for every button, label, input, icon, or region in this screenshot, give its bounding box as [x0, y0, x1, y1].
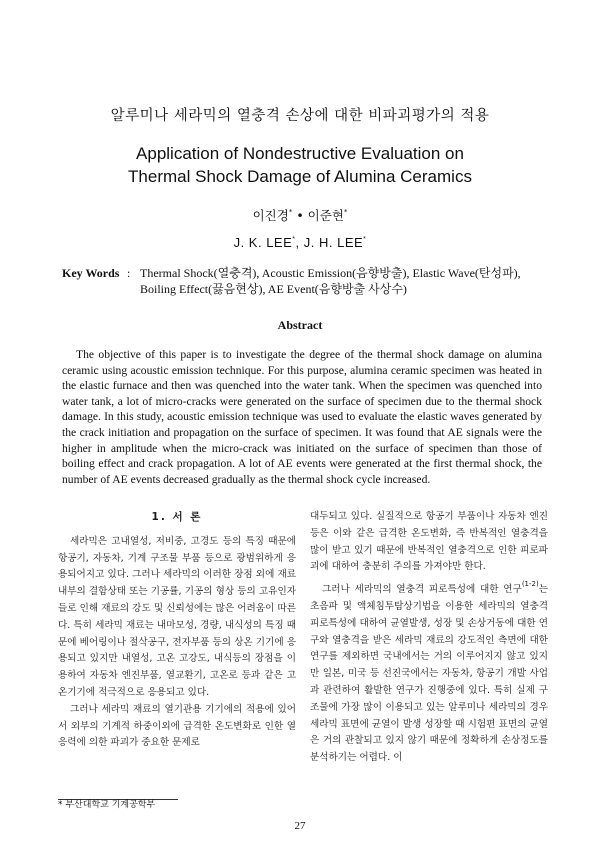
- author-2-english: J. H. LEE: [303, 235, 364, 250]
- body-paragraph: [310, 576, 548, 767]
- keywords-text: Thermal Shock(열충격), Acoustic Emission(음향방출), Elastic Wave(탄성파), Boiling Effect(끓음현상), AE Event(음향방출 사상수): [140, 266, 521, 296]
- authors-korean: [0, 206, 600, 224]
- title-english-line-2: Thermal Shock Damage of Alumina Ceramics: [128, 167, 472, 186]
- authors-english: [0, 235, 600, 250]
- reference-mark: (1-2): [521, 580, 539, 589]
- footnote-affiliation: * 부산대학교 기계공학부: [58, 800, 156, 810]
- keywords-label: Key Words: [62, 266, 120, 280]
- affiliation-mark: *: [363, 236, 367, 243]
- section-heading: 1. 서 론: [151, 511, 203, 523]
- page-number: 27: [294, 820, 306, 832]
- body-paragraph: 세라믹은 고내열성, 저비중, 고경도 등의 특징 때문에 항공기, 자동차, 기계 구조물 부품 등으로 광범위하게 응용되어지고 있다. 그러나 세라믹의 이러한 장점 외에 재료내부의 결함상태 또는 기공률, 기공의 형상 등의 고유인자들로 인해 재료의 강도 및 신뢰성에는 많은 어려움이 따른다. 특히 세라믹 재료는 내마모성, 경량, 내식성의 특징 때문에 베어링이나 절삭공구, 전자부품 등의 상온 기기에 응용되고 있지만 내열성, 고온 고강도, 내식등의 장점을 이용하여 자동차 엔진부품, 열교환기, 고온로 등과 같은 고온기기에 적극적으로 응용되고 있다.: [58, 535, 296, 698]
- author-separator: ,: [295, 235, 304, 250]
- keywords-colon: :: [127, 266, 131, 280]
- title-korean: 알루미나 세라믹의 열충격 손상에 대한 비파괴평가의 적용: [110, 108, 490, 124]
- affiliation-mark: *: [288, 208, 293, 216]
- paragraph-rest: 는 초음파 및 액체침투탐상기법을 이용한 세라믹의 열충격 피로특성에 대하여 균열발생, 성장 및 손상거동에 대한 연구와 열충격을 받은 세라믹 재료의 강도적인 측면에 대한 연구를 제외하면 국내에서는 거의 이루어지지 않고 있지만 일본, 미국 등 선진국에서는 자동차, 항공기 개발 사업과 관련하여 활발한 연구가 진행중에 있다. 특히 실제 구조물에 가장 많이 이용되고 있는 알루미나 세라믹의 경우 세라믹 표면에 균열이 발생 성장할 때 시험편 표면의 균열은 거의 관찰되고 있지 않기 때문에 정확하게 손상정도를 분석하기는 어렵다. 이: [310, 584, 548, 764]
- author-1-korean: 이진경: [252, 208, 289, 223]
- author-separator: •: [296, 208, 304, 223]
- body-column-right: [310, 509, 548, 767]
- author-2-korean: 이준현: [307, 208, 344, 223]
- body-paragraph: 그러나 세라믹 재료의 열기관용 기기에의 적용에 있어서 외부의 기계적 하중이외에 급격한 온도변화로 인한 열응력에 의한 파괴가 중요한 문제로: [58, 703, 296, 749]
- title-english-line-1: Application of Nondestructive Evaluation on: [136, 144, 464, 163]
- paragraph-start: 그러나 세라믹의 열충격 피로특성에 대한 연구: [322, 584, 522, 596]
- abstract-body: The objective of this paper is to investigate the degree of the thermal shock damage on alumina ceramic using acoustic emission technique. For this purpose, alumina ceramic specimen was heated in the elastic furnace and then was quenched into the water tank. When the specimen was quenched into water tank, a lot of micro-cracks were generated on the surface of specimen due to the thermal shock damage. In this study, acoustic emission technique was used to evaluate the elastic waves generated by the crack initiation and propagation on the surface of specimen. It was found that AE signals were the higher in amplitude when the micro-crack was initiated on the surface of specimen than those of boiling effect and crack propagation. A lot of AE events were generated at the first thermal shock, the number of AE events decreased gradually as the thermal shock cycle increased.: [62, 348, 542, 486]
- body-paragraph: 대두되고 있다. 실질적으로 항공기 부품이나 자동차 엔진 등은 이와 같은 급격한 온도변화, 즉 반복적인 열충격을 많이 받고 있기 때문에 반복적인 열충격으로 인한 피로파괴에 대하여 충분히 주의를 가져야만 한다.: [310, 511, 548, 573]
- author-1-english: J. K. LEE: [233, 235, 293, 250]
- body-column-left: [58, 509, 296, 752]
- affiliation-mark: *: [292, 236, 296, 243]
- affiliation-mark: *: [343, 208, 348, 216]
- abstract-heading: Abstract: [277, 318, 323, 332]
